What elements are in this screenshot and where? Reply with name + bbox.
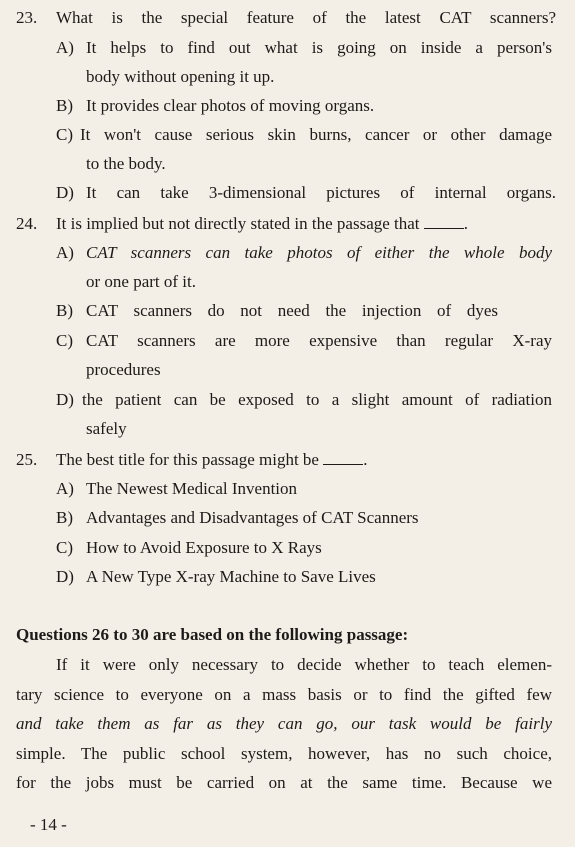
passage-line: and take them as far as they can go, our task would be fairly	[16, 714, 552, 733]
option-letter: D)	[56, 390, 74, 409]
question-stem: The best title for this passage might be .	[56, 450, 368, 469]
question-number: 23.	[16, 8, 38, 27]
option-letter: D)	[56, 567, 74, 586]
option-letter: B)	[56, 508, 73, 527]
option-text: safely	[86, 419, 127, 438]
option-text: procedures	[86, 360, 161, 379]
passage-heading: Questions 26 to 30 are based on the following passage:	[16, 625, 409, 644]
option-letter: C)	[56, 331, 73, 350]
answer-blank	[323, 450, 363, 465]
option-text: or one part of it.	[86, 272, 196, 291]
option-letter: C)	[56, 538, 73, 557]
option-text: How to Avoid Exposure to X Rays	[86, 538, 322, 557]
option-text: The Newest Medical Invention	[86, 479, 298, 498]
option-letter: D)	[56, 183, 74, 202]
option-letter: A)	[56, 38, 74, 57]
option-text: It won't cause serious skin burns, cancer or other damage	[80, 125, 552, 144]
option-letter: B)	[56, 301, 73, 320]
question-stem: It is implied but not directly stated in the passage that .	[56, 214, 469, 233]
question-number: 25.	[16, 450, 38, 469]
stem-text: The best title for this passage might be	[56, 450, 319, 469]
option-text: CAT scanners can take photos of either the whole body	[86, 243, 552, 262]
option-text: CAT scanners are more expensive than regular X-ray	[86, 331, 552, 350]
answer-blank	[424, 214, 464, 229]
option-text: the patient can be exposed to a slight amount of radiation	[82, 390, 552, 409]
option-text: It can take 3-dimensional pictures of internal organs.	[86, 183, 556, 202]
question-number: 24.	[16, 214, 38, 233]
option-letter: A)	[56, 243, 74, 262]
option-text: CAT scanners do not need the injection of dyes	[86, 301, 498, 320]
passage-line: If it were only necessary to decide whether to teach elemen-	[56, 655, 552, 674]
option-letter: A)	[56, 479, 74, 498]
option-text: A New Type X-ray Machine to Save Lives	[86, 567, 376, 586]
passage-line: simple. The public school system, however, has no such choice,	[16, 744, 552, 763]
option-letter: B)	[56, 96, 73, 115]
option-text: Advantages and Disadvantages of CAT Scanners	[86, 508, 419, 527]
question-stem: What is the special feature of the latest CAT scanners?	[56, 8, 556, 27]
option-text: It helps to find out what is going on inside a person's	[86, 38, 552, 57]
stem-text: It is implied but not directly stated in the passage that	[56, 214, 420, 233]
page-number: - 14 -	[30, 815, 67, 834]
option-text: to the body.	[86, 154, 166, 173]
option-text: It provides clear photos of moving organs.	[86, 96, 375, 115]
option-letter: C)	[56, 125, 73, 144]
passage-line: tary science to everyone on a mass basis or to find the gifted few	[16, 685, 552, 704]
passage-line: for the jobs must be carried on at the same time. Because we	[16, 773, 552, 792]
option-text: body without opening it up.	[86, 67, 275, 86]
